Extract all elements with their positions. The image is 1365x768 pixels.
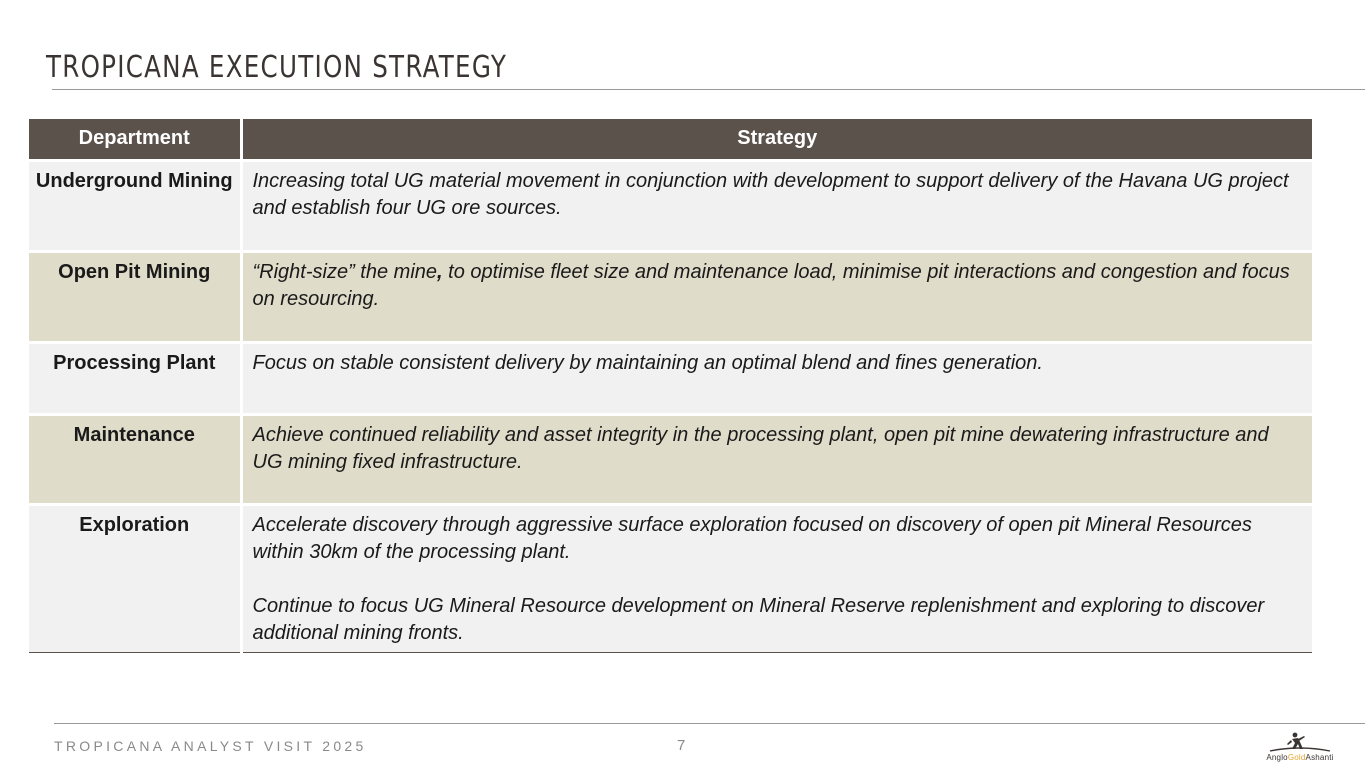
anglogoldashanti-figure-logo-icon <box>1268 730 1332 754</box>
strategy-text-start: “Right-size” the mine <box>252 260 438 283</box>
strategy-text <box>253 259 1295 313</box>
table-header-row <box>29 119 1312 160</box>
strategy-cell <box>241 342 1312 414</box>
strategy-text: Achieve continued reliability and asset integrity in the processing plant, open pit mine dewatering infrastructure and UG mining fixed infrastructure. <box>252 423 1269 473</box>
table-row <box>29 160 1312 251</box>
department-cell: Underground Mining <box>29 160 241 251</box>
strategy-column-header: Strategy <box>241 119 1312 160</box>
strategy-cell <box>241 414 1312 504</box>
strategy-table <box>29 119 1312 653</box>
table-row <box>29 504 1312 652</box>
strategy-text-bold-comma: , <box>437 260 443 283</box>
strategy-cell <box>241 160 1312 251</box>
strategy-text: Focus on stable consistent delivery by maintaining an optimal blend and fines generation. <box>252 351 1043 374</box>
department-cell: Processing Plant <box>29 342 241 414</box>
department-cell: Maintenance <box>29 414 241 504</box>
department-cell: Exploration <box>29 504 241 652</box>
strategy-text: Accelerate discovery through aggressive surface exploration focused on discovery of open pit Mineral Resources within 30km of the processing plant. <box>252 513 1252 563</box>
strategy-text: Increasing total UG material movement in conjunction with development to support delivery of the Havana UG project and establish four UG ore sources. <box>252 169 1289 219</box>
page-number: 7 <box>677 737 686 754</box>
strategy-cell <box>241 251 1312 342</box>
table-row <box>29 342 1312 414</box>
table-row <box>29 414 1312 504</box>
logo-word-gold: Gold <box>1287 753 1306 762</box>
logo-word-anglo: Anglo <box>1266 753 1288 762</box>
logo-word-ashanti: Ashanti <box>1305 753 1334 762</box>
title-divider <box>52 89 1365 90</box>
department-column-header: Department <box>29 119 241 160</box>
company-logo <box>1250 730 1350 764</box>
table-row <box>29 251 1312 342</box>
footer-divider <box>54 723 1365 724</box>
logo-wordmark <box>1250 753 1350 762</box>
department-cell: Open Pit Mining <box>29 251 241 342</box>
strategy-cell <box>241 504 1312 652</box>
strategy-text: Continue to focus UG Mineral Resource development on Mineral Reserve replenishment and exploring to discover additional mining fronts. <box>252 594 1265 644</box>
slide-title: TROPICANA EXECUTION STRATEGY <box>46 50 508 85</box>
footer-text: TROPICANA ANALYST VISIT 2025 <box>54 738 367 754</box>
strategy-text-end: to optimise fleet size and maintenance load, minimise pit interactions and congestion and focus on resourcing. <box>252 260 1290 310</box>
